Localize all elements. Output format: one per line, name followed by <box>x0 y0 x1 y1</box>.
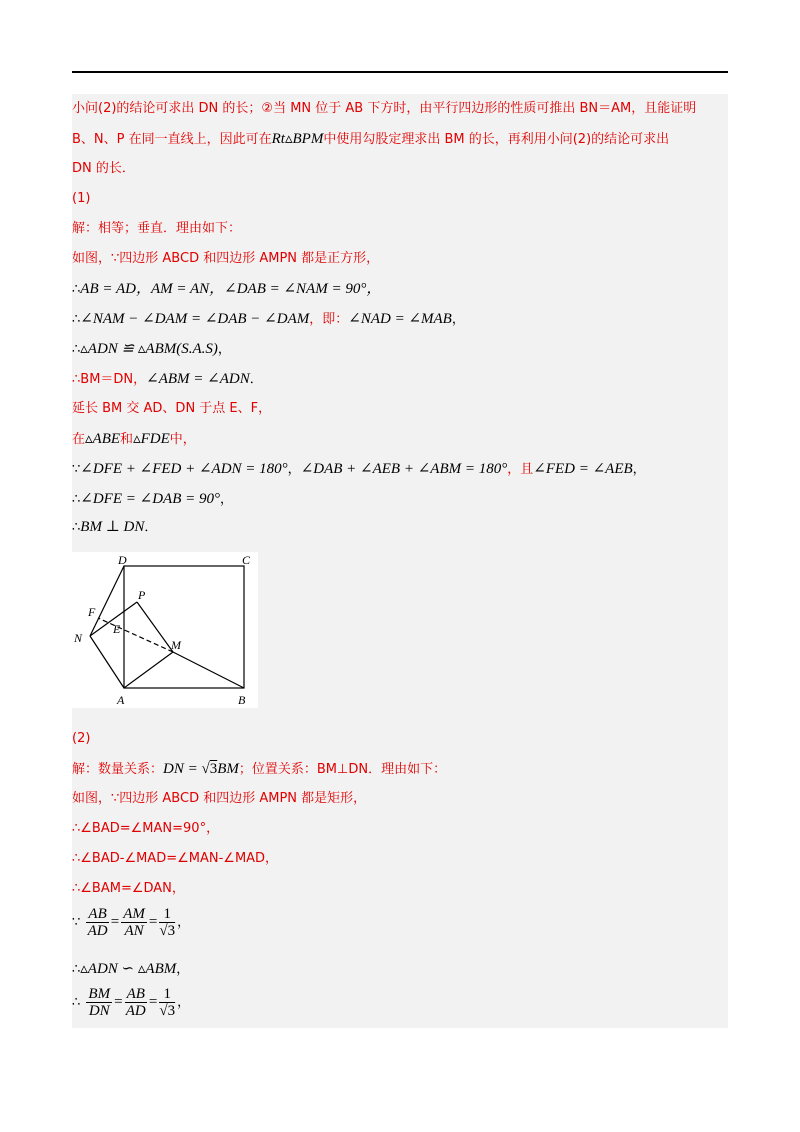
because-symbol: ∵ <box>72 915 81 930</box>
math: ∠DFE = ∠DAB = 90° <box>80 491 220 507</box>
math: DN = <box>163 761 202 777</box>
step-10 <box>72 490 233 509</box>
text: ，且 <box>507 462 534 477</box>
math: ∠FED = ∠AEB <box>533 461 633 477</box>
step-7 <box>72 400 271 418</box>
math: BM <box>217 761 239 777</box>
sqrt-sign: √ <box>159 923 168 939</box>
fraction: $\frac{BM}{DN}$ <box>88 986 111 1019</box>
label-a: A <box>117 693 125 707</box>
label-p: P <box>138 588 146 602</box>
text: ． <box>249 372 263 387</box>
step-5 <box>72 340 231 359</box>
geometry-figure-svg <box>72 552 258 708</box>
part2-step-3 <box>72 820 219 838</box>
step-1 <box>72 220 241 238</box>
text: (1) <box>72 191 91 206</box>
math: Rt <box>271 131 285 147</box>
label-n: N <box>74 631 83 645</box>
therefore-symbol: ∴ <box>72 312 81 327</box>
square-abcd <box>124 566 244 688</box>
part2-step-6: ∵ $\frac{AB}{AD}$ = $\frac{AM}{AN}$ = $\frac{1}{√3}$ ， <box>72 906 191 939</box>
therefore-symbol: ∴ <box>72 492 81 507</box>
segment-pm <box>137 602 173 652</box>
therefore-symbol: ∴ <box>72 520 81 535</box>
part-2-label <box>72 730 90 748</box>
text: ， <box>451 312 465 327</box>
text: ∴∠BAD=∠MAN=90°， <box>72 821 220 836</box>
text: ， <box>217 342 231 357</box>
segment-na <box>90 636 124 688</box>
text: 如图，∵四边形 ABCD 和四边形 AMPN 都是正方形， <box>72 251 380 266</box>
text: DN 的长． <box>72 161 135 176</box>
geometry-figure <box>72 552 258 708</box>
math: AB = AD，AM = AN，∠DAB = ∠NAM = 90°， <box>80 281 382 297</box>
text: ∴∠BAD-∠MAD=∠MAN-∠MAD， <box>72 851 279 866</box>
part2-step-2 <box>72 790 366 808</box>
label-e: E <box>113 622 121 636</box>
sqrt-sign: √ <box>159 1003 168 1019</box>
therefore-symbol: ∴ <box>72 342 81 357</box>
text: ，即： <box>309 312 349 327</box>
fraction: $\frac{AB}{AD}$ <box>125 986 146 1019</box>
text: 在 <box>72 432 86 447</box>
text-line-3 <box>72 160 135 178</box>
part2-step-8: ∴ $\frac{BM}{DN}$ = $\frac{AB}{AD}$ = $\frac{1}{√3}$ ， <box>72 986 191 1019</box>
text: ， <box>287 462 301 477</box>
text: ， <box>632 462 646 477</box>
math: ▵ADN ≌ ▵ABM(S.A.S) <box>80 341 218 357</box>
step-3 <box>72 280 381 299</box>
math: 3 <box>209 761 218 777</box>
label-c: C <box>242 553 251 567</box>
text: 解：数量关系： <box>72 762 164 777</box>
solution-content <box>72 94 728 1028</box>
part2-step-4 <box>72 850 278 868</box>
math: ▵ADN ∽ ▵ABM <box>80 961 177 977</box>
therefore-symbol: ∴ <box>72 282 81 297</box>
part2-step-1 <box>72 760 446 779</box>
text: ∴BM＝DN， <box>72 372 147 387</box>
text: 中使用勾股定理求出 BM 的长，再利用小问(2)的结论可求出 <box>323 132 670 147</box>
math: BM ⊥ DN <box>80 519 145 535</box>
step-2 <box>72 250 379 268</box>
fraction: $\frac{AM}{AN}$ <box>123 906 145 939</box>
label-b: B <box>238 693 246 707</box>
text: 小问(2)的结论可求出 DN 的长；②当 MN 位于 AB 下方时，由平行四边形的性质可推出 BN＝AM，且能证明 <box>72 101 697 116</box>
text: (2) <box>72 731 91 746</box>
part2-step-5 <box>72 880 185 898</box>
step-6 <box>72 370 263 389</box>
text: 解：相等；垂直．理由如下： <box>72 221 242 236</box>
math: ▵ABE <box>85 431 121 447</box>
fraction: $\frac{AB}{AD}$ <box>87 906 108 939</box>
text: ；位置关系：BM⊥DN．理由如下： <box>238 762 447 777</box>
part2-step-7 <box>72 960 189 979</box>
text: ∴∠BAM=∠DAN， <box>72 881 185 896</box>
part-1-label <box>72 190 90 208</box>
math: ∠NAM − ∠DAM = ∠DAB − ∠DAM <box>80 311 310 327</box>
text: 延长 BM 交 AD、DN 于点 E、F， <box>72 401 272 416</box>
math: ∠DFE + ∠FED + ∠ADN = 180° <box>80 461 288 477</box>
segment-am <box>124 652 173 688</box>
label-f: F <box>88 605 96 619</box>
fraction: $\frac{1}{√3}$ <box>159 906 176 939</box>
sqrt-sign: √ <box>201 761 210 777</box>
fraction: $\frac{1}{√3}$ <box>159 986 176 1019</box>
therefore-symbol: ∴ <box>72 995 81 1010</box>
text-line-1 <box>72 100 696 118</box>
step-4 <box>72 310 465 329</box>
text: ， <box>176 962 190 977</box>
header-rule <box>72 71 728 73</box>
label-d: D <box>118 553 127 567</box>
label-m: M <box>171 638 181 652</box>
text: B、N、P 在同一直线上，因此可在 <box>72 132 272 147</box>
text: ． <box>144 520 158 535</box>
step-9 <box>72 460 646 479</box>
segment-mf-dashed <box>98 618 173 652</box>
because-symbol: ∵ <box>72 462 81 477</box>
therefore-symbol: ∴ <box>72 962 81 977</box>
text: 和 <box>120 432 134 447</box>
math: ∠ABM = ∠ADN <box>146 371 250 387</box>
text: ， <box>219 492 233 507</box>
step-11 <box>72 518 157 537</box>
text: 如图，∵四边形 ABCD 和四边形 AMPN 都是矩形， <box>72 791 367 806</box>
math: ∠NAD = ∠MAB <box>348 311 452 327</box>
step-8 <box>72 430 196 449</box>
segment-mb <box>173 652 244 688</box>
math: ▵BPM <box>284 131 324 147</box>
math: ▵FDE <box>133 431 170 447</box>
text: 中， <box>169 432 196 447</box>
text-line-2 <box>72 130 669 149</box>
math: ∠DAB + ∠AEB + ∠ABM = 180° <box>300 461 508 477</box>
